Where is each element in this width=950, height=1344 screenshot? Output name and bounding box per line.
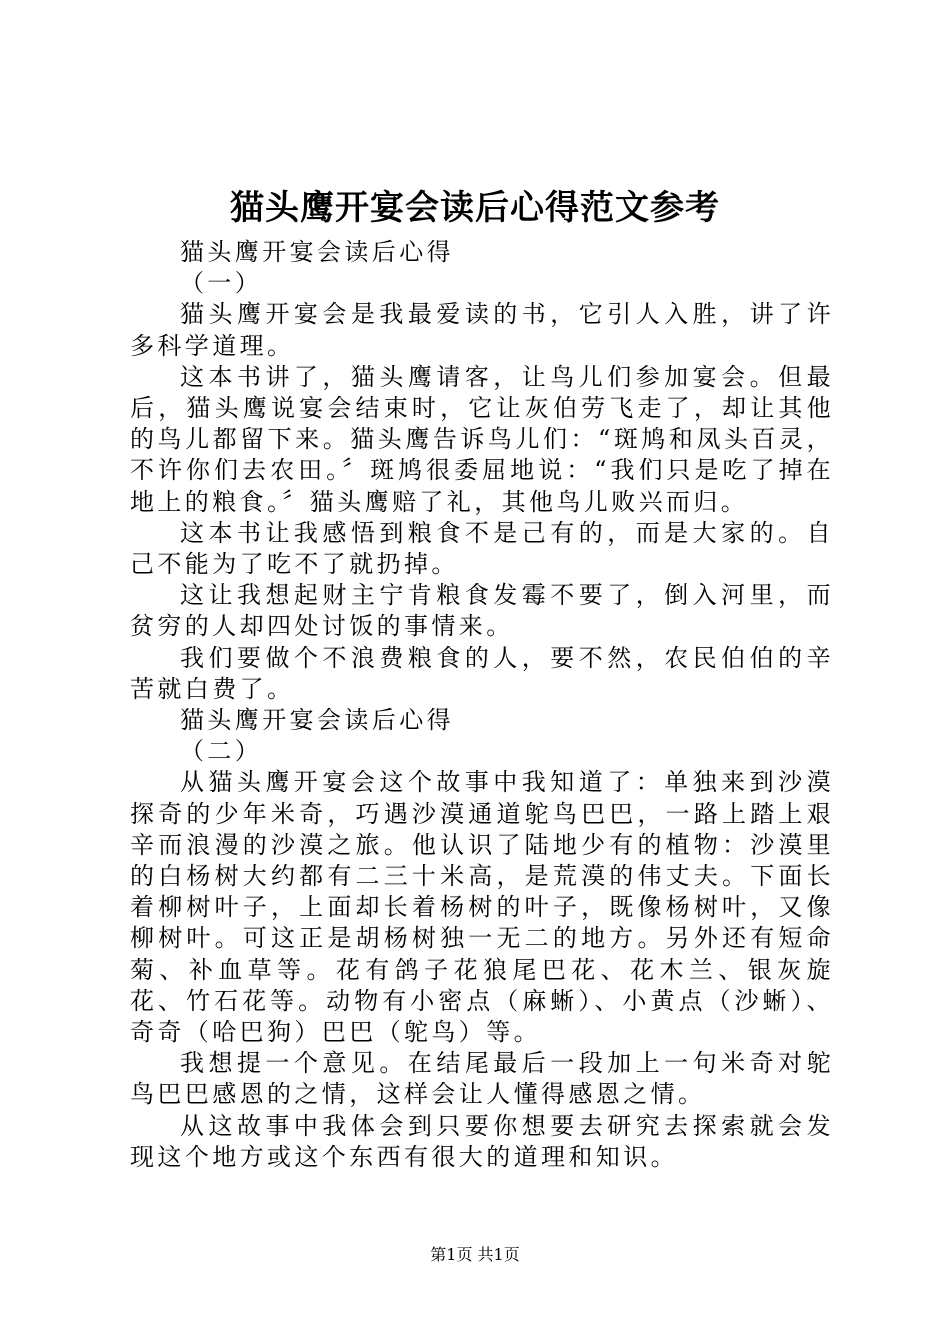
paragraph: 从这故事中我体会到只要你想要去研究去探索就会发现这个地方或这个东西有很大的道理和知识。 (130, 1111, 834, 1171)
paragraph: 我们要做个不浪费粮食的人，要不然，农民伯伯的辛苦就白费了。 (130, 643, 834, 703)
paragraph: 我想提一个意见。在结尾最后一段加上一句米奇对鸵鸟巴巴感恩的之情，这样会让人懂得感恩之情。 (130, 1049, 834, 1109)
document-title: 猫头鹰开宴会读后心得范文参考 (230, 188, 720, 228)
page-footer: 第1页 共1页 (430, 1245, 520, 1264)
document-body (130, 237, 834, 1173)
section-heading: 猫头鹰开宴会读后心得 (180, 238, 454, 266)
paragraph: 这本书让我感悟到粮食不是己有的，而是大家的。自己不能为了吃不了就扔掉。 (130, 518, 834, 579)
section-number: （一） (180, 269, 263, 298)
paragraph: 这让我想起财主宁肯粮食发霉不要了，倒入河里，而贫穷的人却四处讨饭的事情来。 (130, 581, 834, 641)
section-number: （二） (180, 737, 263, 766)
paragraph: 猫头鹰开宴会是我最爱读的书，它引人入胜，讲了许多科学道理。 (130, 300, 834, 360)
paragraph: 这本书讲了，猫头鹰请客，让鸟儿们参加宴会。但最后，猫头鹰说宴会结束时，它让灰伯劳飞走了，却让其他的鸟儿都留下来。猫头鹰告诉鸟儿们：“斑鸠和凤头百灵，不许你们去农田。〞斑鸠很委屈地说：“我们只是吃了掉在地上的粮食。〞猫头鹰赔了礼，其他鸟儿败兴而归。 (130, 362, 834, 516)
paragraph: 从猫头鹰开宴会这个故事中我知道了：单独来到沙漠探奇的少年米奇，巧遇沙漠通道鸵鸟巴巴，一路上踏上艰辛而浪漫的沙漠之旅。他认识了陆地少有的植物：沙漠里的白杨树大约都有二三十米高，是荒漠的伟丈夫。下面长着柳树叶子，上面却长着杨树的叶子，既像杨树叶，又像柳树叶。可这正是胡杨树独一无二的地方。另外还有短命菊、补血草等。花有鸽子花狼尾巴花、花木兰、银灰旋花、竹石花等。动物有小密点（麻蜥）、小黄点（沙蜥）、奇奇（哈巴狗）巴巴（鸵鸟）等。 (130, 768, 834, 1047)
section-heading: 猫头鹰开宴会读后心得 (180, 706, 454, 735)
